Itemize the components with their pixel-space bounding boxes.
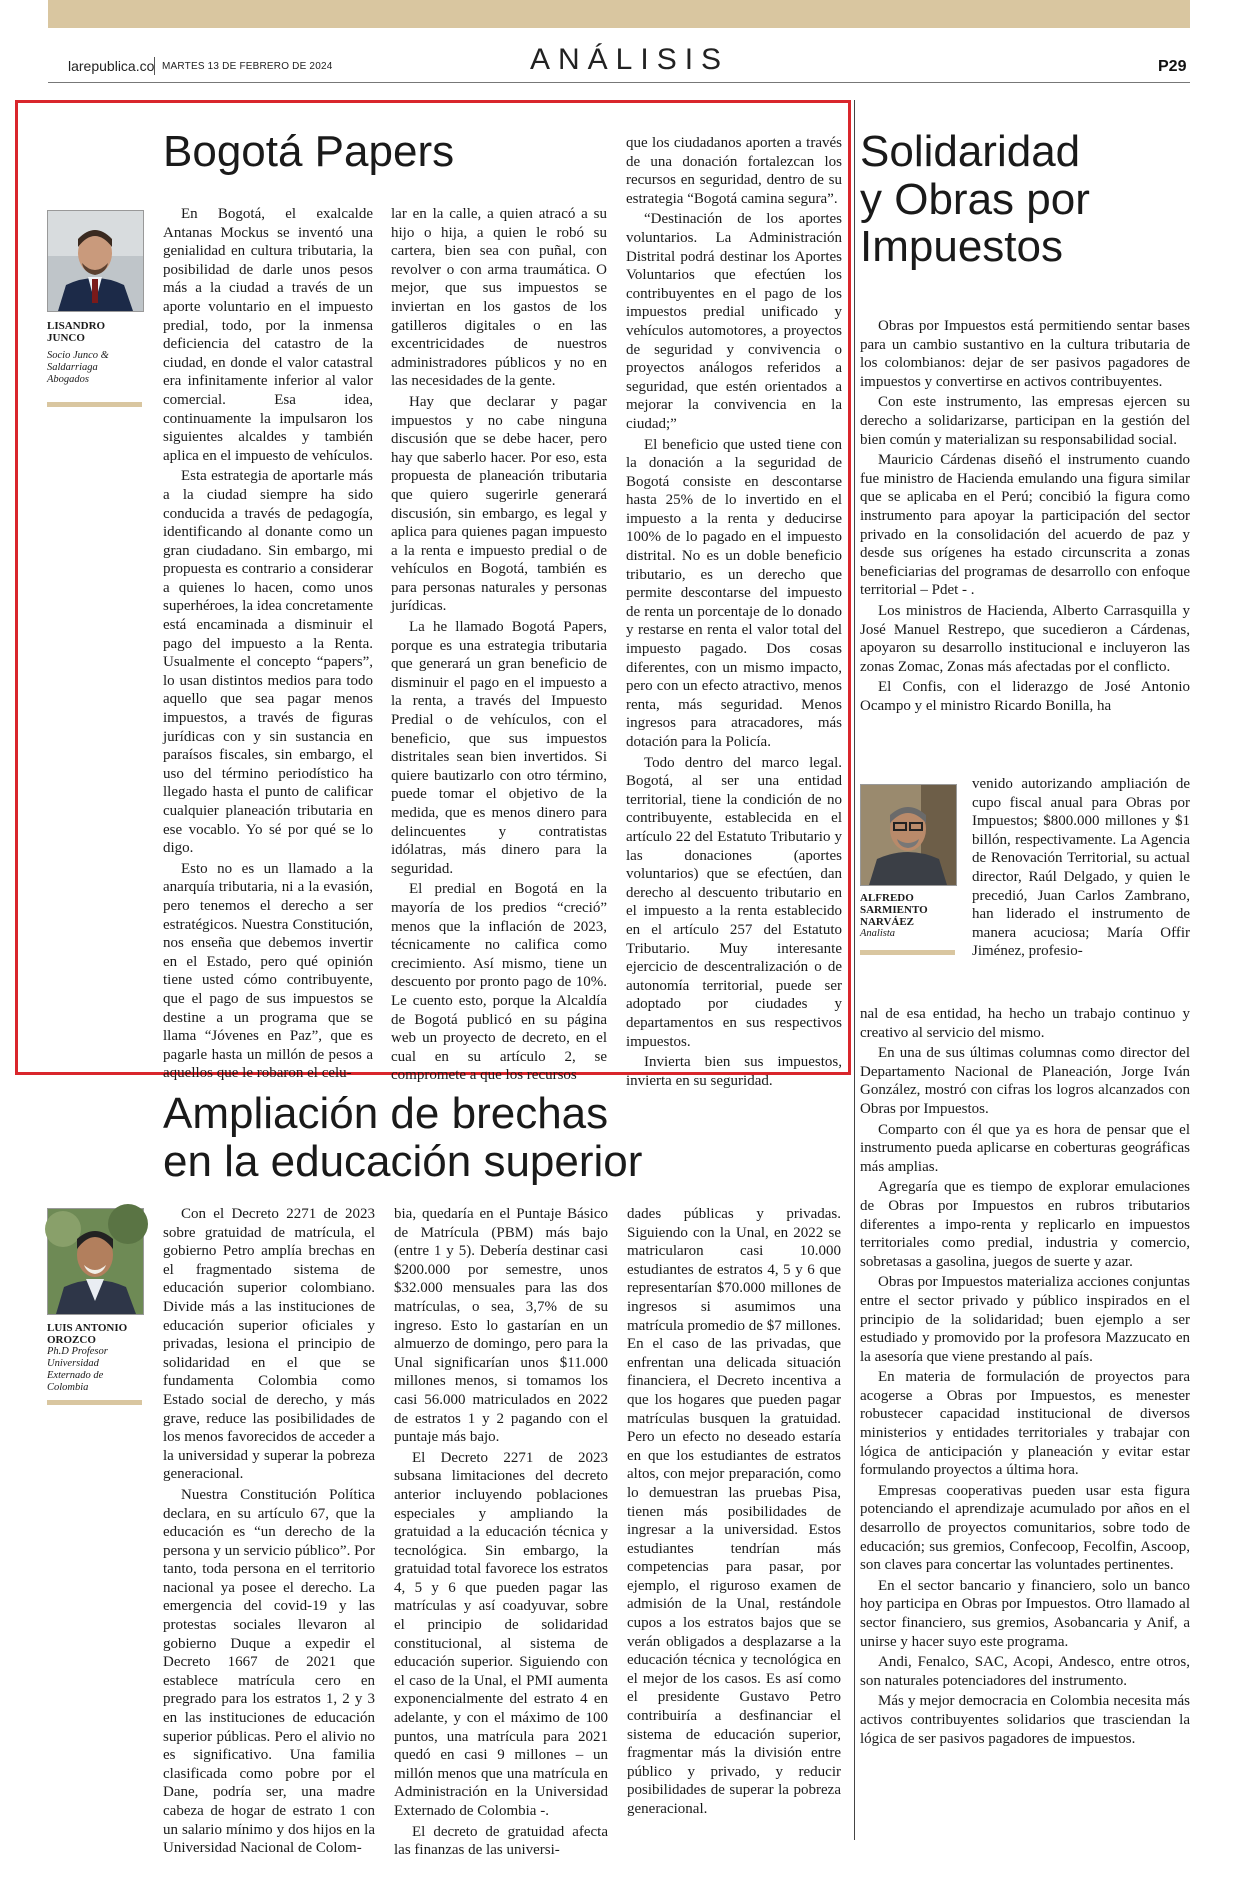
article3-title <box>860 128 1090 271</box>
paragraph: El Decreto 2271 de 2023 subsana limitaciones del decreto anterior incluyendo poblaciones especiales y ampliando la gratuidad a la educación técnica y tecnológica. Sin embargo, la gratuidad total favorece los estratos 4, 5 y 6 que pueden pagar las matrículas y así coadyuvar, sobre el principio de solidaridad constitucional, al sistema de educación superior. Siguiendo con el caso de la Unal, el PMI aumenta exponencialmente del estrato 4 en adelante, y con el máximo de 100 puntos, una matrícula para 2021 quedó en casi 9 millones – un millón menos que una matrícula en Administración en la Universidad Externado de Colombia -. <box>394 1449 608 1819</box>
article3-author-role: Analista <box>860 928 896 939</box>
article1-column-2 <box>391 205 607 1084</box>
paragraph: El decreto de gratuidad afecta las finanzas de las universi- <box>394 1823 608 1859</box>
paragraph: Comparto con él que ya es hora de pensar que el instrumento pueda aplicarse en coberturas geográficas más amplias. <box>860 1121 1190 1175</box>
avatar <box>47 210 144 312</box>
paragraph: Empresas cooperativas pueden usar esta figura potenciando el aprendizaje acumulado por años en el desarrollo de proyectos comunitarios, sobre todo de educación; sus gremios, Confecoop, Fecolfin, Ascoop, son claves para concertar las voluntades pertinentes. <box>860 1482 1190 1574</box>
avatar <box>860 784 957 886</box>
paragraph: Más y mejor democracia en Colombia necesita más activos contribuyentes solidarios que trasciendan la lógica de ser pasivos pagadores de impuestos. <box>860 1693 1190 1747</box>
avatar <box>47 1208 144 1315</box>
paragraph: Nuestra Constitución Política declara, en su artículo 67, que la educación es “un derecho de la persona y un servicio público”. Por tanto, toda persona en el territorio nacional ya posee el derecho. La emergencia del covid-19 y las protestas sociales llevaron al gobierno Duque a expedir el Decreto 1667 de 2021 que establece matrícula cero en pregrado para los estratos 1, 2 y 3 en las instituciones de educación superior públicas. Pero el alivio no es significativo. Una familia clasificada como pobre por el Dane, podría ser, una madre cabeza de hogar de estrato 1 con un salario mínimo y dos hijos en la Universidad Nacional de Colom- <box>163 1486 375 1857</box>
paragraph: lar en la calle, a quien atracó a su hijo o hija, a quien le robó su cartera, bien sea con puñal, con revolver o con arma traumática. O mejor, que sus impuestos se inviertan en los gastos de los gatilleros digitales o en las excentricidades de nuestros administradores públicos y no en las necesidades de la gente. <box>391 206 607 390</box>
column-divider <box>854 100 855 1840</box>
article2-column-2 <box>394 1205 608 1865</box>
article1-author-role: Socio Junco & Saldarriaga Abogados <box>47 350 109 385</box>
article2-author-role: Ph.D Profesor Universidad Externado de Colombia <box>47 1346 108 1393</box>
paragraph: Hay que declarar y pagar impuestos y no cabe ninguna discusión que se debe hacer, pero hay que saberlo hacer. Por eso, esta propuesta de planeación tributaria que quiero sugerirle generará discusión, sin embargo, es legal y aplica para quienes pagan impuesto a la renta e impuesto predial o de vehículos en Bogotá, también es para personas naturales y personas jurídicas. <box>391 393 607 615</box>
paragraph: La he llamado Bogotá Papers, porque es una estrategia tributaria que generará un gran beneficio de disminuir el pago en el impuesto a la renta, a través del Impuesto Predial o de vehículos, con el beneficio, que sus impuestos distritales sean bien invertidos. Si quiere bautizarlo con otro término, puede tomar el objetivo de la medida, que es menos dinero para delincuentes y contratistas idólatras, más dinero para la seguridad. <box>391 619 607 877</box>
author-photo-orozco-icon <box>48 1209 143 1314</box>
article1-author-name: LISANDRO JUNCO <box>47 320 106 344</box>
paragraph: En una de sus últimas columnas como director del Departamento Nacional de Planeación, Jorge Iván González, mostró con cifras los logros alcanzados con Obras por Impuestos. <box>860 1045 1190 1117</box>
article3-column-top <box>860 317 1190 775</box>
article1-title: Bogotá Papers <box>163 127 455 176</box>
paragraph: Obras por Impuestos materializa acciones conjuntas entre el sector privado y público inspirados en el principio de la solidaridad; buen ejemplo a ser estudiado y promovido por la profesora Mazzucato en la asesoría que viene prestando al país. <box>860 1274 1190 1365</box>
article3-column-bottom <box>860 1005 1190 1865</box>
site-name[interactable]: larepublica.co <box>68 58 155 74</box>
header-rule <box>48 82 1190 83</box>
paragraph: En Bogotá, el exalcalde Antanas Mockus se inventó una genialidad en cultura tributaria, la posibilidad de darle unos pesos más a la ciudad a través de un aporte voluntario en el impuesto predial, todo, por la inmensa deficiencia del catastro de la ciudad, en donde el valor catastral era infinitamente inferior al valor comercial. Esa idea, continuamente la impulsaron los siguientes alcaldes y también aplica en el impuesto de vehículos. <box>163 206 373 464</box>
author-accent-bar <box>47 1400 142 1405</box>
paragraph: Los ministros de Hacienda, Alberto Carrasquilla y José Manuel Restrepo, que sucedieron a Cárdenas, apoyaron su desarrollo institucional e incluyeron las zonas Zomac, Zonas más afectadas por el conflicto. <box>860 602 1190 675</box>
paragraph: bia, quedaría en el Puntaje Básico de Matrícula (PBM) más bajo (entre 1 y 5). Debería destinar casi $200.000 por semestre, unos $32.000 mensuales para las dos matrículas, o sea, 3,7% de su ingreso. Esto lo gastarían en un almuerzo de domingo, pero para la Unal significarían unos $11.000 millones menos, si tomamos los casi 56.000 matriculados en 2022 de estratos 1 y 2 pagando con el puntaje más bajo. <box>394 1206 608 1446</box>
paragraph: que los ciudadanos aporten a través de una donación fortalezcan los recursos en seguridad, dentro de su estrategia “Bogotá camina segura”. <box>626 135 842 207</box>
article2-title <box>163 1090 642 1185</box>
paragraph: nal de esa entidad, ha hecho un trabajo continuo y creativo al servicio del mismo. <box>860 1006 1190 1041</box>
paragraph: Andi, Fenalco, SAC, Acopi, Andesco, entre otros, son naturales potenciadores del instrumento. <box>860 1654 1190 1689</box>
article2-column-3 <box>627 1205 841 1865</box>
article2-author-name: LUIS ANTONIO OROZCO <box>47 1322 128 1346</box>
author-accent-bar <box>47 402 142 407</box>
paragraph: Con el Decreto 2271 de 2023 sobre gratuidad de matrícula, el gobierno Petro amplía brechas en el fragmentado sistema de educación superior colombiano. Divide más a las instituciones de educación superior oficiales y privadas, lesiona el principio de solidaridad en el que se fundamenta Colombia como Estado social de derecho, y más grave, reduce las posibilidades de los menos favorecidos de acceder a la universidad y superar la pobreza generacional. <box>163 1206 375 1483</box>
paragraph: Obras por Impuestos está permitiendo sentar bases para un cambio sustantivo en la cultura tributaria de los colombianos: dejar de ser pasivos pagadores de impuestos y convertirse en activos contribuyentes. <box>860 318 1190 390</box>
section-title: ANÁLISIS <box>530 43 730 76</box>
paragraph: Mauricio Cárdenas diseñó el instrumento cuando fue ministro de Hacienda emulando una figura similar que se aplicaba en el Perú; concibió la figura como instrumento para apoyar la participación del sector privado en la consolidación del acuerdo de paz y desde sus orígenes ha estado circunscrita a zonas beneficiarias del programas de desarrollo con enfoque territorial – Pdet - . <box>860 452 1190 599</box>
header-separator <box>154 57 155 75</box>
article3-author-name: ALFREDO SARMIENTO NARVÁEZ <box>860 892 928 928</box>
article3-title-line3: Impuestos <box>860 222 1063 272</box>
article2-column-1 <box>163 1205 375 1865</box>
paragraph: Esta estrategia de aportarle más a la ciudad siempre ha sido conducida a través de pedagogía, identificando al donante como un gran ciudadano. Sin embargo, mi propuesta es contrario a considerar a quienes lo hacen, como unos superhéroes, la idea concretamente está encaminada a disminuir el pago del impuesto a la Renta. Usualmente el concepto “papers”, lo usan distintos medios para todo aquello que sea pagar menos impuestos, a través de figuras jurídicas con y sin sustancia en paraísos fiscales, sin embargo, el uso del término periodístico ha llegado hasta el punto de calificar cualquier planeación tributaria en ese vocablo. Yo sé por qué se lo digo. <box>163 468 373 857</box>
paragraph: Esto no es un llamado a la anarquía tributaria, ni a la evasión, pero tenemos el derecho a ser estratégicos. Nuestra Constitución, nos enseña que debemos invertir en el Estado, pero qué opinión tiene usted cómo contribuyente, que el pago de sus impuestos se destine a un programa que se llama “Jóvenes en Paz”, que es pagarle hasta un millón de pesos a aquellos que le robaron el celu- <box>163 860 373 1082</box>
author-photo-junco-icon <box>48 211 143 311</box>
paragraph: En el sector bancario y financiero, solo un banco hoy participa en Obras por Impuestos. Otro llamado al sector financiero, sus gremios, Asobancaria y Anif, a unirse y hacer suyo este programa. <box>860 1577 1190 1650</box>
article1-column-3 <box>626 134 842 1089</box>
paragraph: “Destinación de los aportes voluntarios. La Administración Distrital podrá destinar los Aportes Voluntarios que efectúen los contribuyentes en el pago de los impuestos predial unificado y vehículos automotores, a proyectos de seguridad y convivencia o proyectos análogos referidos a seguridad, que estén orientados a mejorar la convivencia en la ciudad;” <box>626 211 842 432</box>
page-number: P29 <box>1158 58 1187 75</box>
article3-title-line1: Solidaridad <box>860 127 1081 176</box>
article3-title-line2: y Obras por <box>860 174 1090 224</box>
article2-title-line1: Ampliación de brechas <box>163 1089 609 1138</box>
top-color-band <box>48 0 1190 28</box>
author-photo-sarmiento-icon <box>861 785 956 885</box>
paragraph: El beneficio que usted tiene con la donación a la seguridad de Bogotá consiste en descontarse hasta 25% de lo invertido en el impuesto a la renta y deducirse 100% de lo pagado en el impuesto distrital. No es un doble beneficio tributario, es un derecho que permite descontarse del impuesto de renta un porcentaje de lo donado y restarse en renta el valor total del impuesto pagado. Dos cosas diferentes, con un mismo impacto, pero con un efecto atractivo, menos renta, más seguridad. Menos ingresos para atracadores, más dotación para la Policía. <box>626 436 842 750</box>
paragraph: Agregaría que es tiempo de explorar emulaciones de Obras por Impuestos en rubros tributarios diferentes a impo-renta y replicarlo en impuestos territoriales como predial, industria y comercio, sobretasas a gasolina, juegos de suerte y azar. <box>860 1179 1190 1270</box>
article1-column-1 <box>163 205 373 1082</box>
paragraph: Con este instrumento, las empresas ejercen su derecho a solidarizarse, participan en la gestión del bien común y materializan su responsabilidad social. <box>860 394 1190 448</box>
paragraph: Todo dentro del marco legal. Bogotá, al ser una entidad territorial, tiene la condición de no contribuyente, establecida en el artículo 22 del Estatuto Tributario y las donaciones (aportes voluntarios) que se efectúen, dan derecho al descuento tributario en el impuesto a la renta establecido en el artículo 257 del Estatuto Tributario. Muy interesante ejercicio de descentralización o de autonomía territorial, puede ser adoptado por ciudades y departamentos en sus respectivos impuestos. <box>626 754 842 1050</box>
paragraph: En materia de formulación de proyectos para acogerse a Obras por Impuestos, es menester robustecer capacidad institucional de diversos ministerios y entidades territoriales y trabajar con lógica de anticipación y planeación y evitar estar formulando proyectos a última hora. <box>860 1369 1190 1479</box>
article2-title-line2: en la educación superior <box>163 1136 643 1186</box>
paragraph: El predial en Bogotá en la mayoría de los predios “creció” menos que la inflación de 2023, técnicamente no califica como crecimiento. Así mismo, tiene un descuento por pronto pago de 10%. Le cuento esto, porque la Alcaldía de Bogotá publicó en su página web un proyecto de decreto, en el cual en su artículo 2, se compromete a que los recursos <box>391 881 607 1084</box>
article3-column-beside-photo <box>972 775 1190 1005</box>
author-accent-bar <box>860 950 955 955</box>
paragraph: El Confis, con el liderazgo de José Antonio Ocampo y el ministro Ricardo Bonilla, ha <box>860 679 1190 714</box>
paragraph: dades públicas y privadas. Siguiendo con la Unal, en 2022 se matricularon casi 10.000 estudiantes de estratos 4, 5 y 6 que representarían $70.000 millones de ingresos si asumimos una matrícula promedio de $7 millones. En el caso de las privadas, que enfrentan una delicada situación financiera, el Decreto incentiva a que los hogares que pueden pagar matrículas busquen la gratuidad. Pero un efecto no deseado estaría en que los estudiantes de estratos altos, con mejor preparación, como lo demuestran las pruebas Pisa, tienen más posibilidades de ingresar a la universidad. Estos estudiantes tendrían más competencias para pasar, por ejemplo, el riguroso examen de admisión de la Unal, restándole cupos a los estratos bajos que se verán obligados a desplazarse a la educación técnica y tecnológica en el mejor de los casos. Es así como el presidente Gustavo Petro contribuiría a desfinanciar el sistema de educación superior, fragmentar más la división entre público y privado, y reducir posibilidades de superar la pobreza generacional. <box>627 1206 841 1817</box>
paragraph: Invierta bien sus impuestos, invierta en su seguridad. <box>626 1054 842 1089</box>
issue-date: MARTES 13 DE FEBRERO DE 2024 <box>162 61 333 72</box>
paragraph: venido autorizando ampliación de cupo fiscal anual para Obras por Impuestos; $800.000 millones y $1 billón, respectivamente. La Agencia de Renovación Territorial, su actual director, Raúl Delgado, y quien le precedió, Juan Carlos Zambrano, han liderado el instrumento de manera acuciosa; María Offir Jiménez, profesio- <box>972 776 1190 960</box>
